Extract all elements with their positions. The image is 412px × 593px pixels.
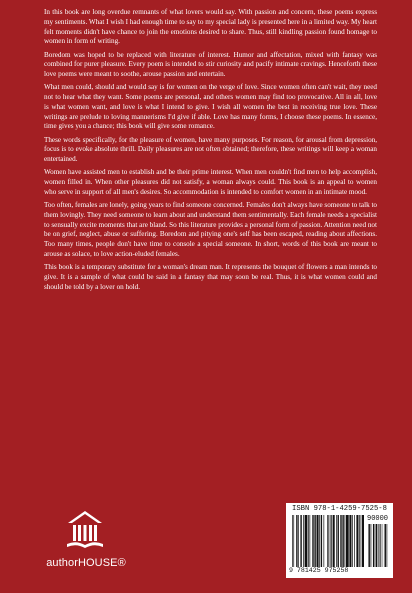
- house-book-icon: [62, 508, 108, 554]
- blurb-paragraph: Boredom was hoped to be replaced with literature of interest. Humor and affectation, mixed with fantasy was combined for purer pleasure. Every poem is intended to stir curiosity and pacify intimate cravings. Henceforth these love poems were meant to soothe, arouse passion and entertain.: [44, 50, 377, 78]
- publisher-mark: [36, 508, 136, 578]
- price-barcode-bars: [368, 524, 390, 567]
- price-code: 90000: [367, 515, 389, 523]
- blurb-paragraph: Women have assisted men to establish and be their prime interest. When men couldn't find men to help accomplish, women filled in. When other pleasures did not satisfy, a woman always could. This book is an appeal to women who serve in support of all men's desires. So accommodation is intended to comfort women in an intimate mood.: [44, 168, 377, 196]
- isbn-barcode: [286, 503, 393, 578]
- blurb-paragraph: What men could, should and would say is for women on the verge of love. Since women often can't wait, they need not to hear what they want. Some poems are personal, and others women may find too provocative. All in all, love is what women want, and love is what I intend to give. I wish all women the best in receiving true love. These writings are prelude to loving mannerisms I'd give if able. Love has many forms, I choose these poems. In essence, time gives you a chance; this book will give some romance.: [44, 83, 377, 131]
- publisher-name: authorHOUSE®: [46, 557, 126, 569]
- blurb-paragraph: This book is a temporary substitute for a woman's dream man. It represents the bouquet of flowers a man intends to give. It is a sample of what could be said in a fantasy that may soon be real. Thus, it is what women could and should be told by a lover on hold.: [44, 263, 377, 291]
- blurb-paragraph: In this book are long overdue remnants of what lovers would say. With passion and concern, these poems express my sentiments. What I wish I had enough time to say to my special lady is presented here in a limited way. My heart felt moments didn't have chance to join the emotions desired to share. Thus, still kindling passion found homage to women in form of writing.: [44, 8, 377, 46]
- barcode-digits: 9 781425 975258: [289, 567, 349, 574]
- blurb-paragraph: These words specifically, for the pleasure of women, have many purposes. For reason, for arousal from depression, focus is to evoke absolute thrill. Daily pleasures are not often obtained; therefore, these writings will keep a woman entertained.: [44, 135, 377, 163]
- isbn-label: ISBN 978-1-4259-7525-8: [292, 505, 387, 513]
- barcode-bars: [292, 515, 364, 567]
- blurb-paragraph: Too often, females are lonely, going years to find someone concerned. Females don't always have someone to talk to them lovingly. They need someone to learn about and understand them sentimentally. Each female needs a specialist to sensually excite moments that are bland. So this literature provides a personal form of passion. Attention need not be on grief, neglect, abuse or suffering. Boredom and pitying one's self has been escaped, reading about affections. Too many times, people don't have time to console a special someone. In short, words of this book are meant to arouse as solace, to love action-eluded females.: [44, 201, 377, 258]
- back-cover-blurb: [44, 8, 377, 296]
